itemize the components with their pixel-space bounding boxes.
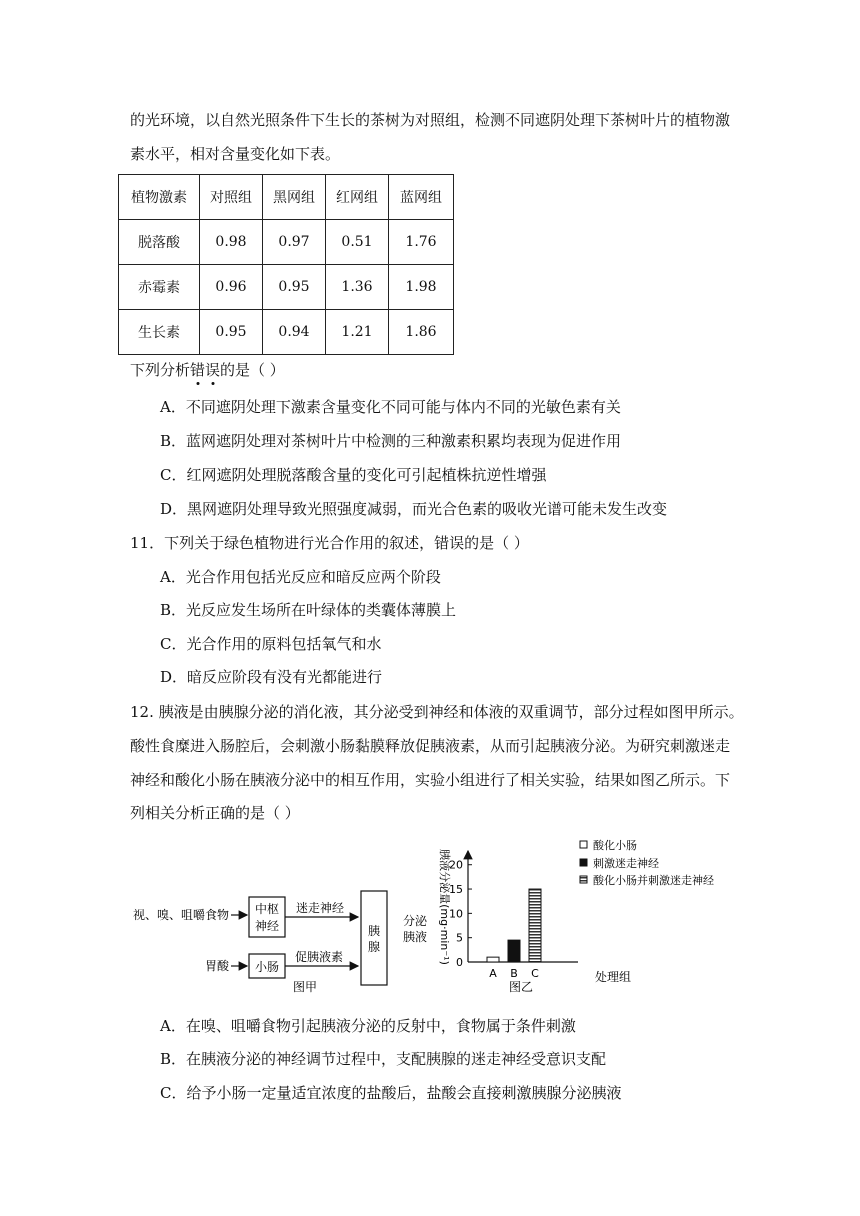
- chart-category-label: C: [531, 967, 539, 980]
- table-cell: 0.95: [200, 310, 263, 355]
- table-header-cell: 蓝网组: [389, 175, 454, 220]
- table-cell: 1.76: [389, 220, 454, 265]
- chart-ytick-label: 15: [449, 883, 463, 897]
- figure-jia-caption: 图甲: [292, 980, 318, 994]
- legend-swatch-a: [580, 841, 587, 848]
- table-header-cell: 植物激素: [119, 175, 200, 220]
- chart-bar: [508, 940, 520, 962]
- q10-stem-pre: 下列分析: [130, 361, 191, 379]
- figure-area: [125, 835, 745, 1005]
- chart-ytick-label: 10: [449, 907, 463, 921]
- chart-category-label: A: [489, 967, 497, 980]
- q11-option-c: C．光合作用的原料包括氧气和水: [160, 635, 382, 653]
- chart-bar: [487, 957, 499, 962]
- table-row: [119, 265, 454, 310]
- chart-category-label: B: [510, 967, 518, 980]
- chart-ytick-label: 0: [456, 956, 463, 969]
- table-cell: 1.36: [326, 265, 389, 310]
- q11-option-a: A．光合作用包括光反应和暗反应两个阶段: [160, 568, 441, 586]
- secrete-text-2: 胰液: [402, 930, 428, 944]
- legend-swatch-b: [580, 859, 587, 866]
- input-acid-text: 胃酸: [205, 959, 230, 973]
- q10-stem-emphasis: 错误: [190, 361, 220, 379]
- legend-label-c: 酸化小肠并刺激迷走神经: [593, 874, 714, 887]
- chart-ylabel: 胰液分泌量(mg·min⁻¹): [438, 849, 451, 965]
- pancreas-text-1: 胰: [367, 924, 381, 938]
- chart-bar: [529, 889, 541, 962]
- q10-option-c: C．红网遮阴处理脱落酸含量的变化可引起植株抗逆性增强: [160, 466, 547, 484]
- table-cell: 脱落酸: [119, 220, 200, 265]
- q10-stem-post: 的是（ ）: [220, 361, 285, 379]
- q12-line-3: 神经和酸化小肠在胰液分泌中的相互作用，实验小组进行了相关实验，结果如图乙所示。下: [130, 771, 731, 789]
- pancreas-box: [361, 891, 387, 985]
- table-header-cell: 红网组: [326, 175, 389, 220]
- q10-option-a: A．不同遮阴处理下激素含量变化不同可能与体内不同的光敏色素有关: [160, 398, 621, 416]
- legend-label-b: 刺激迷走神经: [593, 857, 659, 870]
- table-row: [119, 220, 454, 265]
- q11-option-d: D．暗反应阶段有没有光都能进行: [160, 668, 383, 686]
- q12-option-c: C．给予小肠一定量适宜浓度的盐酸后，盐酸会直接刺激胰腺分泌胰液: [160, 1084, 622, 1102]
- table-cell: 赤霉素: [119, 265, 200, 310]
- central-nerve-text-2: 神经: [254, 919, 280, 933]
- central-nerve-text-1: 中枢: [254, 902, 280, 916]
- q12-line-4: 列相关分析正确的是（ ）: [130, 804, 300, 822]
- figure-jia: [133, 891, 428, 994]
- legend-swatch-c: [580, 876, 587, 883]
- table-cell: 0.98: [200, 220, 263, 265]
- q10-option-b: B．蓝网遮阴处理对茶树叶片中检测的三种激素积累均表现为促进作用: [160, 432, 622, 450]
- figure-svg: [125, 835, 745, 1005]
- table-cell: 0.95: [263, 265, 326, 310]
- secretin-text: 促胰液素: [295, 950, 344, 964]
- table-cell: 1.86: [389, 310, 454, 355]
- q11-option-b: B．光反应发生场所在叶绿体的类囊体薄膜上: [160, 601, 457, 619]
- pancreas-text-2: 腺: [367, 940, 381, 954]
- table-cell: 0.51: [326, 220, 389, 265]
- table-header-cell: 黑网组: [263, 175, 326, 220]
- q10-option-d: D．黑网遮阴处理导致光照强度减弱，而光合色素的吸收光谱可能未发生改变: [160, 500, 668, 518]
- intestine-text: 小肠: [254, 960, 280, 974]
- chart-legend: [580, 838, 714, 887]
- q12-line-2: 酸性食糜进入肠腔后，会刺激小肠黏膜释放促胰液素，从而引起胰液分泌。为研究刺激迷走: [130, 737, 731, 755]
- legend-label-a: 酸化小肠: [593, 839, 637, 852]
- input-food-text: 视、嗅、咀嚼食物: [133, 908, 230, 922]
- intro-line-1: 的光环境，以自然光照条件下生长的茶树为对照组，检测不同遮阴处理下茶树叶片的植物激: [130, 111, 731, 129]
- q10-stem: [130, 360, 285, 380]
- vagus-nerve-text: 迷走神经: [296, 901, 345, 915]
- table-cell: 1.21: [326, 310, 389, 355]
- table-row: [119, 310, 454, 355]
- q12-line-1: 12. 胰液是由胰腺分泌的消化液，其分泌受到神经和体液的双重调节，部分过程如图甲所示。: [130, 703, 744, 721]
- chart-ytick-label: 5: [456, 931, 463, 945]
- figure-yi-chart: [438, 838, 714, 994]
- q11-stem: 11．下列关于绿色植物进行光合作用的叙述，错误的是（ ）: [130, 534, 529, 552]
- table-cell: 0.94: [263, 310, 326, 355]
- table-cell: 0.97: [263, 220, 326, 265]
- figure-yi-caption: 图乙: [508, 980, 534, 994]
- q12-option-a: A．在嗅、咀嚼食物引起胰液分泌的反射中，食物属于条件刺激: [160, 1017, 576, 1035]
- table-header-row: [119, 175, 454, 220]
- intro-line-2: 素水平，相对含量变化如下表。: [130, 145, 341, 163]
- table-cell: 生长素: [119, 310, 200, 355]
- table-cell: 0.96: [200, 265, 263, 310]
- table-header-cell: 对照组: [200, 175, 263, 220]
- q12-option-b: B．在胰液分泌的神经调节过程中，支配胰腺的迷走神经受意识支配: [160, 1050, 607, 1068]
- hormone-table: [118, 174, 454, 355]
- chart-ytick-label: 20: [449, 858, 463, 872]
- secrete-text-1: 分泌: [402, 914, 428, 928]
- chart-xlabel: 处理组: [595, 970, 632, 984]
- table-cell: 1.98: [389, 265, 454, 310]
